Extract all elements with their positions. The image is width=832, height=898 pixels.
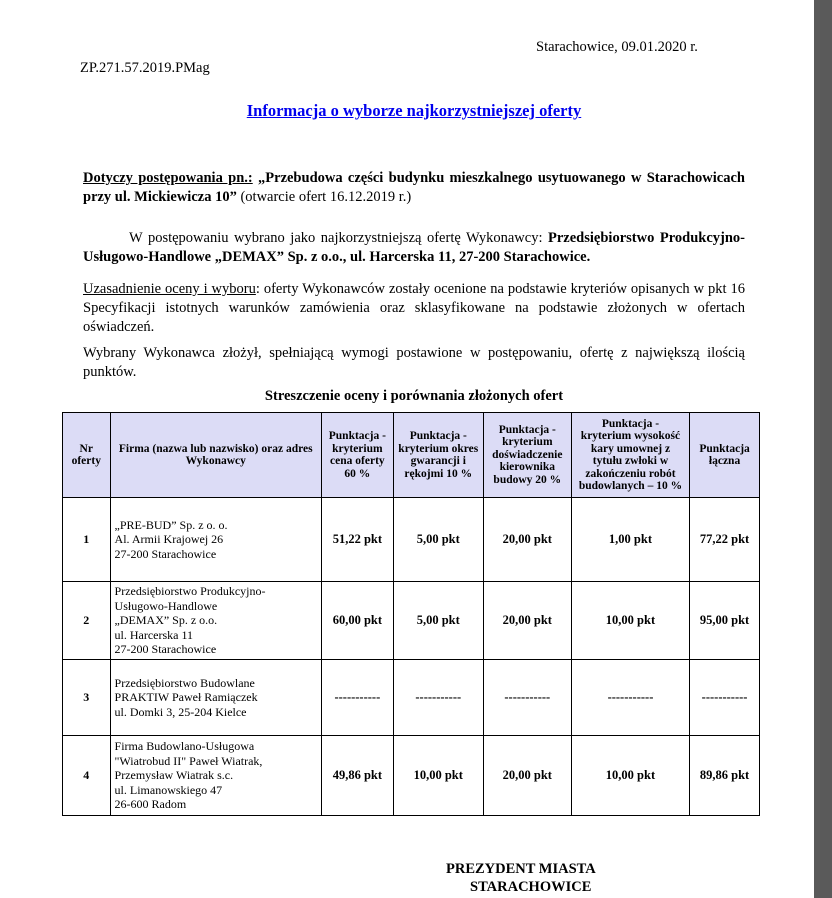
score-penalty: 10,00 pkt [571,736,689,816]
contractor-line: Przedsiębiorstwo Produkcyjno- [114,584,266,599]
contractor-line: „DEMAX” Sp. z o.o. [114,613,218,628]
score-total: 95,00 pkt [690,582,760,660]
score-experience: 20,00 pkt [483,582,571,660]
reference-number: ZP.271.57.2019.PMag [80,60,210,76]
score-penalty: ----------- [571,660,689,736]
score-experience: 20,00 pkt [483,736,571,816]
contractor-line: Usługowo-Handlowe [114,598,218,613]
document-date: Starachowice, 09.01.2020 r. [536,39,698,55]
summary-paragraph: Wybrany Wykonawca złożył, spełniającą wymogi postawione w postępowaniu, ofertę z największą ilością punktów. [83,345,745,380]
score-price: 60,00 pkt [321,582,393,660]
contractor-line: 26-600 Radom [114,797,187,812]
score-warranty: ----------- [393,660,483,736]
offer-number: 2 [63,582,111,660]
signature-title: PREZYDENT MIASTA [446,861,596,877]
table-row [63,736,760,816]
contractor-line: PRAKTIW Paweł Ramiączek [114,690,258,705]
contractor-line: „PRE-BUD” Sp. z o. o. [114,517,228,532]
offer-number: 1 [63,498,111,582]
score-experience: ----------- [483,660,571,736]
score-total: 77,22 pkt [690,498,760,582]
header-warranty: Punktacja - kryterium okres gwarancji i rękojmi 10 % [393,413,483,498]
table-caption: Streszczenie oceny i porównania złożonych ofert [264,388,564,404]
table-row [63,498,760,582]
contractor-name-address [110,498,321,582]
header-penalty: Punktacja - kryterium wysokość kary umownej z tytułu zwłoki w zakończeniu robót budowlanych – 10 % [571,413,689,498]
score-price: ----------- [321,660,393,736]
contractor-line: ul. Limanowskiego 47 [114,782,223,797]
score-warranty: 5,00 pkt [393,582,483,660]
subject-label: Dotyczy postępowania pn.: [83,170,253,186]
signature-city: STARACHOWICE [470,879,592,895]
table-row [63,660,760,736]
header-total: Punktacja łączna [690,413,760,498]
score-warranty: 10,00 pkt [393,736,483,816]
contractor-line: ul. Domki 3, 25-204 Kielce [114,704,247,719]
subject-name: „Przebudowa części budynku mieszkalnego usytuowanego w Starachowicach przy ul. Mickiewicza 10” [83,170,745,205]
contractor-line: ul. Harcerska 11 [114,627,194,642]
contractor-name-address [110,660,321,736]
header-firm: Firma (nazwa lub nazwisko) oraz adres Wykonawcy [110,413,321,498]
scrollbar[interactable] [814,0,832,898]
score-penalty: 1,00 pkt [571,498,689,582]
offer-number: 4 [63,736,111,816]
contractor-line: Firma Budowlano-Usługowa [114,739,255,754]
selected-contractor: Przedsiębiorstwo Produkcyjno-Usługowo-Handlowe „DEMAX” Sp. z o.o., ul. Harcerska 11, 27-200 Starachowice. [83,230,745,265]
score-price: 49,86 pkt [321,736,393,816]
justification-text: : oferty Wykonawców zostały ocenione na podstawie kryteriów opisanych w pkt 16 Specyfikacji istotnych warunków zamówienia oraz sklasyfikowane na podstawie złożonych w ofertach oświadczeń. [83,281,745,335]
score-total: ----------- [690,660,760,736]
contractor-line: 27-200 Starachowice [114,546,217,561]
score-penalty: 10,00 pkt [571,582,689,660]
contractor-name-address [110,582,321,660]
offers-table [62,412,760,816]
selection-text: W postępowaniu wybrano jako najkorzystniejszą ofertę Wykonawcy: [129,230,549,246]
offer-number: 3 [63,660,111,736]
selection-paragraph [83,229,745,267]
subject-opening-date: (otwarcie ofert 16.12.2019 r.) [236,189,412,205]
header-nr: Nr oferty [63,413,111,498]
contractor-line: 27-200 Starachowice [114,642,217,657]
contractor-line: Al. Armii Krajowej 26 [114,532,224,547]
justification-label: Uzasadnienie oceny i wyboru [83,281,256,297]
contractor-line: Przedsiębiorstwo Budowlane [114,675,255,690]
header-experience: Punktacja - kryterium doświadczenie kierownika budowy 20 % [483,413,571,498]
score-total: 89,86 pkt [690,736,760,816]
document-title[interactable]: Informacja o wyborze najkorzystniejszej oferty [246,101,582,120]
table-row [63,582,760,660]
subject-paragraph [83,169,745,207]
score-price: 51,22 pkt [321,498,393,582]
contractor-name-address [110,736,321,816]
offers-table-body [63,498,760,816]
contractor-line: "Wiatrobud II" Paweł Wiatrak, [114,753,263,768]
contractor-line: Przemysław Wiatrak s.c. [114,768,234,783]
table-header-row [63,413,760,498]
score-experience: 20,00 pkt [483,498,571,582]
header-price: Punktacja - kryterium cena oferty 60 % [321,413,393,498]
justification-paragraph [83,280,745,337]
score-warranty: 5,00 pkt [393,498,483,582]
